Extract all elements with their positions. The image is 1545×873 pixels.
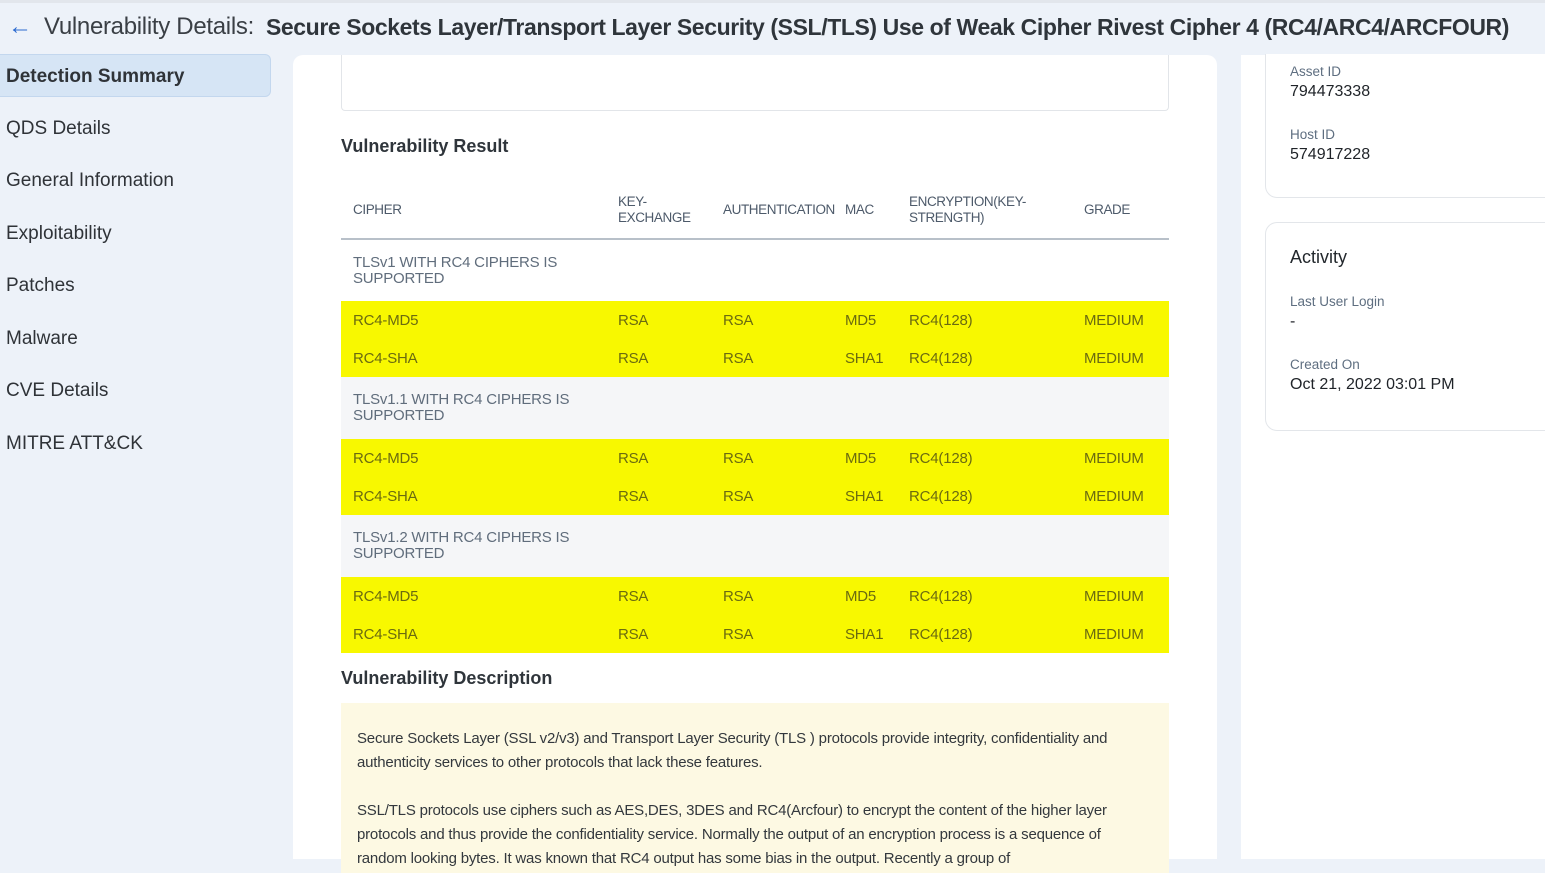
cipher-cell: RSA bbox=[618, 615, 723, 653]
description-paragraph: SSL/TLS protocols use ciphers such as AES,DES, 3DES and RC4(Arcfour) to encrypt the content of the higher layer protocols and thus provide the confidentiality service. Normally the output of an encryption process is a sequence of random looking bytes. It was known that RC4 output has some bias in the output. Recently a group of bbox=[357, 802, 1107, 867]
cipher-cell: RSA bbox=[723, 439, 845, 477]
column-header: CIPHER bbox=[341, 181, 618, 239]
cipher-cell: MEDIUM bbox=[1084, 301, 1169, 339]
cipher-row bbox=[341, 577, 1169, 615]
sidebar-item-exploitability[interactable]: Exploitability bbox=[6, 222, 112, 244]
cipher-cell: RC4(128) bbox=[909, 439, 1084, 477]
cipher-cell: MEDIUM bbox=[1084, 577, 1169, 615]
protocol-group-row bbox=[341, 515, 1169, 577]
cipher-cell: RC4-MD5 bbox=[341, 301, 618, 339]
column-header: MAC bbox=[845, 181, 909, 239]
cipher-cell: RSA bbox=[723, 477, 845, 515]
asset-id-value: 794473338 bbox=[1290, 83, 1371, 100]
cipher-cell: MD5 bbox=[845, 577, 909, 615]
cipher-cell: MEDIUM bbox=[1084, 439, 1169, 477]
cipher-cell: MD5 bbox=[845, 301, 909, 339]
protocol-group-label: TLSv1.1 WITH RC4 CIPHERS IS SUPPORTED bbox=[341, 377, 1169, 439]
cipher-cell: SHA1 bbox=[845, 615, 909, 653]
cipher-row bbox=[341, 615, 1169, 653]
cipher-cell: RSA bbox=[723, 301, 845, 339]
sidebar-item-malware[interactable]: Malware bbox=[6, 327, 78, 349]
cipher-cell: RC4-MD5 bbox=[341, 577, 618, 615]
cipher-row bbox=[341, 439, 1169, 477]
sidebar-item-qds-details[interactable]: QDS Details bbox=[6, 117, 111, 139]
protocol-group-row bbox=[341, 239, 1169, 301]
cipher-cell: RSA bbox=[723, 615, 845, 653]
cipher-cell: RC4(128) bbox=[909, 477, 1084, 515]
cipher-cell: SHA1 bbox=[845, 477, 909, 515]
asset-id-label: Asset ID bbox=[1290, 64, 1342, 79]
sidebar-item-detection-summary[interactable]: Detection Summary bbox=[0, 54, 271, 97]
protocol-group-label: TLSv1.2 WITH RC4 CIPHERS IS SUPPORTED bbox=[341, 515, 1169, 577]
cipher-row bbox=[341, 477, 1169, 515]
cipher-cell: MEDIUM bbox=[1084, 339, 1169, 377]
cipher-cell: RSA bbox=[723, 577, 845, 615]
cipher-cell: RC4-MD5 bbox=[341, 439, 618, 477]
cipher-cell: SHA1 bbox=[845, 339, 909, 377]
sidebar-nav bbox=[0, 54, 271, 474]
cipher-cell: RSA bbox=[618, 439, 723, 477]
cipher-cell: RC4-SHA bbox=[341, 615, 618, 653]
created-on-value: Oct 21, 2022 03:01 PM bbox=[1290, 376, 1455, 393]
vulnerability-description bbox=[341, 703, 1169, 873]
sidebar-item-patches[interactable]: Patches bbox=[6, 275, 75, 296]
vulnerability-description-title: Vulnerability Description bbox=[341, 668, 553, 688]
cipher-cell: RC4(128) bbox=[909, 339, 1084, 377]
cipher-cell: RSA bbox=[618, 339, 723, 377]
cipher-cell: MEDIUM bbox=[1084, 477, 1169, 515]
vulnerability-result-table bbox=[341, 181, 1169, 653]
vulnerability-result-title: Vulnerability Result bbox=[341, 136, 509, 156]
arrow-left-icon[interactable]: ← bbox=[8, 13, 32, 40]
cipher-cell: RC4(128) bbox=[909, 615, 1084, 653]
cipher-cell: RSA bbox=[723, 339, 845, 377]
column-header: KEY- EXCHANGE bbox=[618, 181, 723, 239]
cipher-cell: RSA bbox=[618, 301, 723, 339]
cipher-cell: RC4-SHA bbox=[341, 477, 618, 515]
sidebar-item-general-information[interactable]: General Information bbox=[6, 170, 174, 191]
sidebar-item-cve-details[interactable]: CVE Details bbox=[6, 380, 109, 401]
created-on-label: Created On bbox=[1290, 357, 1360, 372]
cipher-row bbox=[341, 339, 1169, 377]
protocol-group-label: TLSv1 WITH RC4 CIPHERS IS SUPPORTED bbox=[353, 253, 558, 287]
cipher-cell: RSA bbox=[618, 577, 723, 615]
description-paragraph: Secure Sockets Layer (SSL v2/v3) and Transport Layer Security (TLS ) protocols provide integrity, confidentiality and authenticity services to other protocols that lack these features. bbox=[357, 730, 1108, 771]
vulnerability-name: Secure Sockets Layer/Transport Layer Security (SSL/TLS) Use of Weak Cipher Rivest Cipher 4 (RC4/ARC4/ARCFOUR) bbox=[265, 13, 1510, 40]
activity-title: Activity bbox=[1290, 247, 1348, 267]
page-header bbox=[0, 10, 1509, 44]
previous-section-box bbox=[341, 55, 1169, 111]
cipher-cell: RC4(128) bbox=[909, 577, 1084, 615]
main-panel bbox=[293, 55, 1217, 867]
last-login-label: Last User Login bbox=[1290, 294, 1385, 309]
host-id-value: 574917228 bbox=[1290, 146, 1371, 163]
column-header: ENCRYPTION(KEY- STRENGTH) bbox=[909, 181, 1084, 239]
column-header: AUTHENTICATION bbox=[723, 181, 845, 239]
last-login-value: - bbox=[1290, 313, 1296, 330]
cipher-cell: MEDIUM bbox=[1084, 615, 1169, 653]
host-id-label: Host ID bbox=[1290, 127, 1336, 142]
top-border bbox=[0, 0, 1545, 3]
asset-card bbox=[1265, 54, 1545, 198]
cipher-cell: RC4-SHA bbox=[341, 339, 618, 377]
activity-card bbox=[1265, 222, 1545, 431]
page-title-label: Vulnerability Details: bbox=[44, 13, 254, 40]
cipher-row bbox=[341, 301, 1169, 339]
protocol-group-row bbox=[341, 377, 1169, 439]
cipher-cell: MD5 bbox=[845, 439, 909, 477]
right-panel bbox=[1241, 55, 1545, 859]
column-header: GRADE bbox=[1084, 181, 1169, 239]
cipher-cell: RC4(128) bbox=[909, 301, 1084, 339]
sidebar-item-mitre-att-ck[interactable]: MITRE ATT&CK bbox=[6, 432, 143, 454]
cipher-cell: RSA bbox=[618, 477, 723, 515]
